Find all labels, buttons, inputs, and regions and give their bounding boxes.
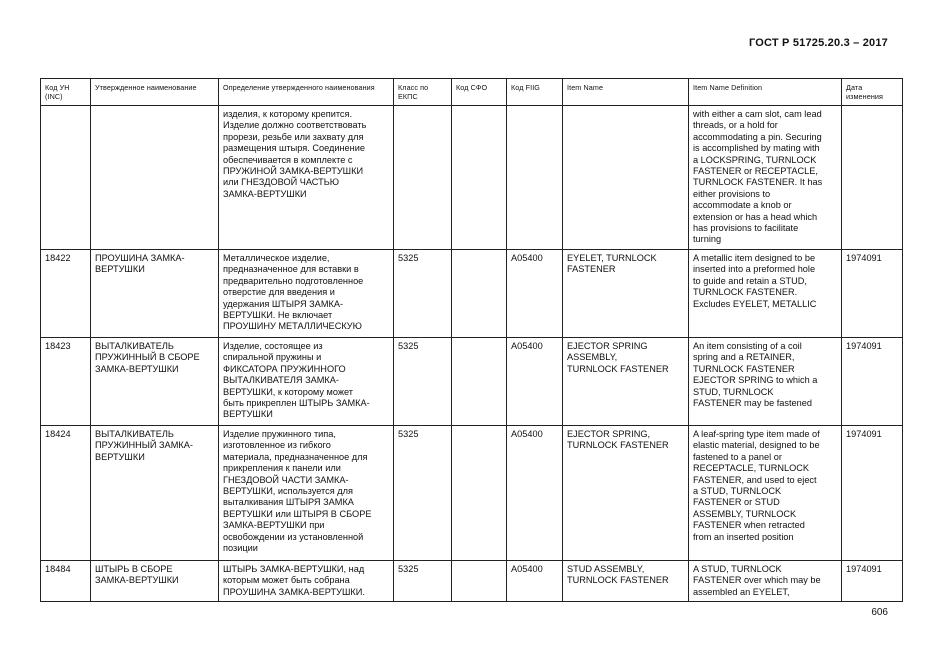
cell-inc: 18423 xyxy=(41,338,91,426)
cell-definition: ШТЫРЬ ЗАМКА-ВЕРТУШКИ, над которым может быть собрана ПРОУШИНА ЗАМКА-ВЕРТУШКИ. xyxy=(219,561,394,602)
cell-approved-name xyxy=(91,106,219,250)
cell-change-date: 1974091 xyxy=(842,338,903,426)
cell-fiig: A05400 xyxy=(507,561,563,602)
column-header-definition: Определение утвержденного наименования xyxy=(219,79,394,106)
column-header-class: Класс по ЕКПС xyxy=(394,79,452,106)
cell-item-definition: with either a cam slot, cam lead threads, or a hold for accommodating a pin. Securing is accomplished by mating with a LOCKSPRING, TURNLOCK FASTENER or RECEPTACLE, TURNLOCK FASTENER. It has either provisions to accommodate a knob or extension or has a head which has provisions to facilitate turning xyxy=(689,106,842,250)
cell-inc xyxy=(41,106,91,250)
cell-definition: изделия, к которому крепится. Изделие должно соответствовать прорези, резьбе или захвату для размещения штыря. Соединение обеспечивается в комплекте с ПРУЖИНОЙ ЗАМКА-ВЕРТУШКИ или ГНЕЗДОВОЙ ЧАСТЬЮ ЗАМКА-ВЕРТУШКИ xyxy=(219,106,394,250)
table-row xyxy=(41,250,903,338)
document-standard-header: ГОСТ Р 51725.20.3 – 2017 xyxy=(748,37,888,49)
cell-class: 5325 xyxy=(394,426,452,561)
cell-item-name xyxy=(563,106,689,250)
cell-item-name: EYELET, TURNLOCK FASTENER xyxy=(563,250,689,338)
cell-class: 5325 xyxy=(394,250,452,338)
cell-definition: Металлическое изделие, предназначенное для вставки в предварительно подготовленное отверстие для введения и удержания ШТЫРЯ ЗАМКА- ВЕРТУШКИ. Не включает ПРОУШИНУ МЕТАЛЛИЧЕСКУЮ xyxy=(219,250,394,338)
table-row xyxy=(41,426,903,561)
column-header-item-name: Item Name xyxy=(563,79,689,106)
cell-item-definition: An item consisting of a coil spring and a RETAINER, TURNLOCK FASTENER EJECTOR SPRING to which a STUD, TURNLOCK FASTENER may be fastened xyxy=(689,338,842,426)
cell-class: 5325 xyxy=(394,561,452,602)
cell-fiig xyxy=(507,106,563,250)
cell-sfo xyxy=(452,561,507,602)
cell-approved-name: ВЫТАЛКИВАТЕЛЬ ПРУЖИННЫЙ ЗАМКА- ВЕРТУШКИ xyxy=(91,426,219,561)
table-row xyxy=(41,106,903,250)
column-header-approved-name: Утвержденное наименование xyxy=(91,79,219,106)
cell-item-definition: A STUD, TURNLOCK FASTENER over which may be assembled an EYELET, xyxy=(689,561,842,602)
column-header-fiig: Код FIIG xyxy=(507,79,563,106)
cell-item-name: EJECTOR SPRING, TURNLOCK FASTENER xyxy=(563,426,689,561)
cell-inc: 18424 xyxy=(41,426,91,561)
table-header-row xyxy=(41,79,903,106)
table-row xyxy=(41,561,903,602)
cell-fiig: A05400 xyxy=(507,250,563,338)
cell-sfo xyxy=(452,338,507,426)
cell-change-date: 1974091 xyxy=(842,561,903,602)
cell-definition: Изделие пружинного типа, изготовленное из гибкого материала, предназначенное для прикрепления к панели или ГНЕЗДОВОЙ ЧАСТИ ЗАМКА- ВЕРТУШКИ, используется для выталкивания ШТЫРЯ ЗАМКА ВЕРТУШКИ или ШТЫРЯ В СБОРЕ ЗАМКА-ВЕРТУШКИ при освобождении из установленной позиции xyxy=(219,426,394,561)
column-header-change-date: Дата изменения xyxy=(842,79,903,106)
cell-fiig: A05400 xyxy=(507,426,563,561)
cell-inc: 18484 xyxy=(41,561,91,602)
cell-change-date: 1974091 xyxy=(842,426,903,561)
cell-approved-name: ВЫТАЛКИВАТЕЛЬ ПРУЖИННЫЙ В СБОРЕ ЗАМКА-ВЕРТУШКИ xyxy=(91,338,219,426)
page-number: 606 xyxy=(871,607,888,618)
cell-change-date xyxy=(842,106,903,250)
column-header-item-definition: Item Name Definition xyxy=(689,79,842,106)
cell-item-name: EJECTOR SPRING ASSEMBLY, TURNLOCK FASTENER xyxy=(563,338,689,426)
cell-item-definition: A metallic item designed to be inserted into a preformed hole to guide and retain a STUD, TURNLOCK FASTENER. Excludes EYELET, METALLIC xyxy=(689,250,842,338)
cell-item-name: STUD ASSEMBLY, TURNLOCK FASTENER xyxy=(563,561,689,602)
cell-class: 5325 xyxy=(394,338,452,426)
cell-inc: 18422 xyxy=(41,250,91,338)
column-header-inc: Код УН (INC) xyxy=(41,79,91,106)
cell-sfo xyxy=(452,426,507,561)
catalog-table xyxy=(40,78,903,602)
cell-sfo xyxy=(452,250,507,338)
cell-item-definition: A leaf-spring type item made of elastic material, designed to be fastened to a panel or RECEPTACLE, TURNLOCK FASTENER, and used to eject a STUD, TURNLOCK FASTENER or STUD ASSEMBLY, TURNLOCK FASTENER when retracted from an inserted position xyxy=(689,426,842,561)
cell-approved-name: ПРОУШИНА ЗАМКА- ВЕРТУШКИ xyxy=(91,250,219,338)
cell-definition: Изделие, состоящее из спиральной пружины и ФИКСАТОРА ПРУЖИННОГО ВЫТАЛКИВАТЕЛЯ ЗАМКА- ВЕРТУШКИ, к которому может быть прикреплен ШТЫРЬ ЗАМКА- ВЕРТУШКИ xyxy=(219,338,394,426)
cell-sfo xyxy=(452,106,507,250)
cell-fiig: A05400 xyxy=(507,338,563,426)
cell-class xyxy=(394,106,452,250)
cell-change-date: 1974091 xyxy=(842,250,903,338)
table-row xyxy=(41,338,903,426)
cell-approved-name: ШТЫРЬ В СБОРЕ ЗАМКА-ВЕРТУШКИ xyxy=(91,561,219,602)
column-header-sfo: Код СФО xyxy=(452,79,507,106)
